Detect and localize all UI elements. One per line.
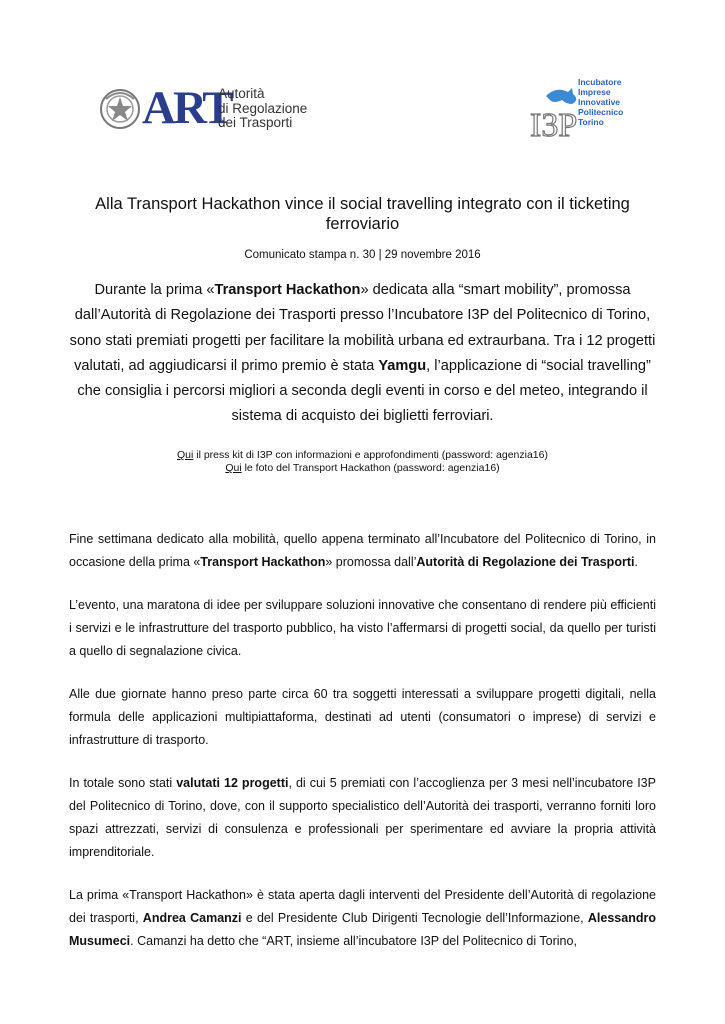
article-body [69, 528, 656, 973]
press-kit-line: Qui il press kit di I3P con informazioni e approfondimenti (password: agenzia16) [176, 449, 548, 461]
paragraph-3: Alle due giornate hanno preso parte circa 60 tra soggetti interessati a sviluppare progetti digitali, nella formula delle applicazioni multipiattaforma, destinati ad utenti (consumatori o imprese) di servizi e infrastrutture di trasporto. [69, 687, 656, 747]
photos-line: Qui le foto del Transport Hackathon (password: agenzia16) [225, 462, 500, 474]
art-logo [98, 82, 308, 134]
art-logo-letters: ART [142, 82, 231, 134]
press-release-number: Comunicato stampa n. 30 | 29 novembre 2016 [244, 249, 481, 261]
svg-text:I3P: I3P [530, 107, 578, 142]
paragraph-5: La prima «Transport Hackathon» è stata aperta dagli interventi del Presidente dell’Autorità di regolazione dei trasporti, Andrea Camanzi e del Presidente Club Dirigenti Tecnologie dell’Informazione, Alessandro Musumeci. Camanzi ha detto che “ART, insieme all’incubatore I3P del Politecnico di Torino, [69, 888, 656, 948]
press-kit-link[interactable]: Qui [176, 449, 194, 461]
photos-link[interactable]: Qui [225, 462, 242, 474]
i3p-kangaroo-mark [528, 86, 580, 142]
paragraph-2: L’evento, una maratona di idee per sviluppare soluzioni innovative che consentano di rendere più efficienti i servizi e le infrastrutture del trasporto pubblico, ha visto l’affermarsi di progetti social, da quello per turisti a quello di segnalazione civica. [69, 598, 656, 658]
lead-paragraph: Durante la prima «Transport Hackathon» dedicata alla “smart mobility”, promossa dall’Autorità di Regolazione dei Trasporti presso l’Incubatore I3P del Politecnico di Torino, sono stati premiati progetti per facilitare la mobilità urbana ed extraurbana. Tra i 12 progetti valutati, ad aggiudicarsi il primo premio è stata Yamgu, l’applicazione di “social travelling” che consiglia i percorsi migliori a seconda degli eventi in corso e del meteo, integrando il sistema di acquisto dei biglietti ferroviari. [69, 282, 656, 425]
i3p-logo [528, 68, 648, 158]
page-title: Alla Transport Hackathon vince il social travelling integrato con il ticketing ferroviario [95, 195, 630, 233]
art-logo-text: Autorità di Regolazione dei Trasporti [218, 86, 308, 130]
i3p-logo-text: Incubatore Imprese Innovative Politecnico Torino [578, 77, 624, 127]
download-links [60, 449, 665, 475]
paragraph-4: In totale sono stati valutati 12 progetti, di cui 5 premiati con l’accoglienza per 3 mesi nell’incubatore I3P del Politecnico di Torino, dove, con il supporto specialistico dell’Autorità dei trasporti, verranno forniti loro spazi attrezzati, servizi di consulenza e professionali per sperimentare ed avviare la propria attività imprenditoriale. [69, 776, 656, 859]
paragraph-1: Fine settimana dedicato alla mobilità, quello appena terminato all’Incubatore del Politecnico di Torino, in occasione della prima «Transport Hackathon» promossa dall’Autorità di Regolazione dei Trasporti. [69, 532, 656, 569]
italian-emblem-icon [98, 85, 142, 131]
